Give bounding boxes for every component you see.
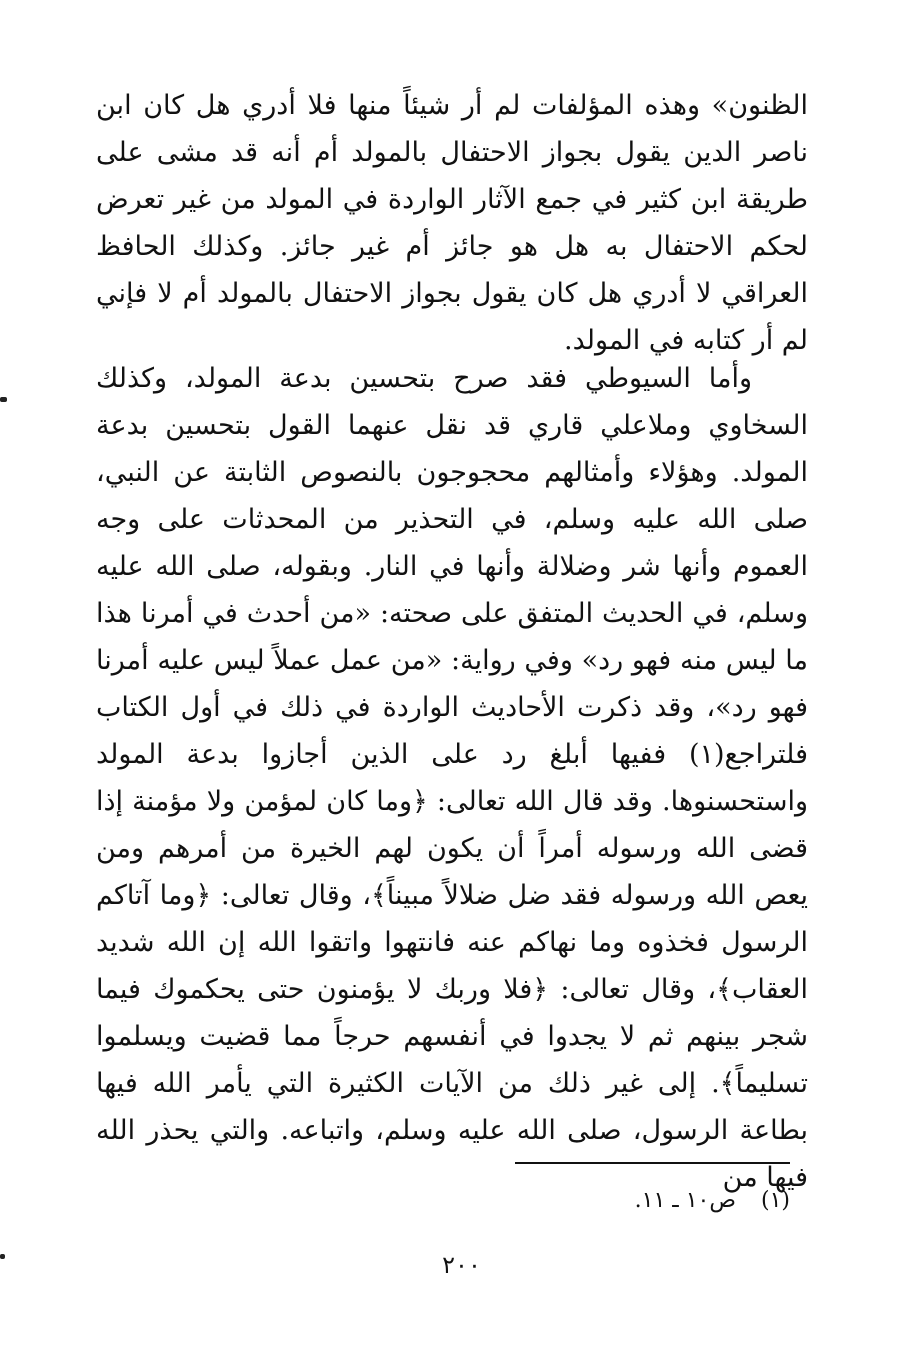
body-paragraph-2: وأما السيوطي فقد صرح بتحسين بدعة المولد، وكذلك السخاوي وملاعلي قاري قد نقل عنهما القول بتحسين بدعة المولد. وهؤلاء وأمثالهم محجوجون بالنصوص الثابتة عن النبي، صلى الله عليه وسلم، في التحذير من المحدثات على وجه العموم وأنها شر وضلالة وأنها في النار. وبقوله، صلى الله عليه وسلم، في الحديث المتفق على صحته: «من أحدث في أمرنا هذا ما ليس منه فهو رد» وفي رواية: «من عمل عملاً ليس عليه أمرنا فهو رد»، وقد ذكرت الأحاديث الواردة في ذلك في أول الكتاب فلتراجع(١) ففيها أبلغ رد على الذين أجازوا بدعة المولد واستحسنوها. وقد قال الله تعالى: ﴿وما كان لمؤمن ولا مؤمنة إذا قضى الله ورسوله أمراً أن يكون لهم الخيرة من أمرهم ومن يعص الله ورسوله فقد ضل ضلالاً مبيناً﴾، وقال تعالى: ﴿وما آتاكم الرسول فخذوه وما نهاكم عنه فانتهوا واتقوا الله إن الله شديد العقاب﴾، وقال تعالى: ﴿فلا وربك لا يؤمنون حتى يحكموك فيما شجر بينهم ثم لا يجدوا في أنفسهم حرجاً مما قضيت ويسلموا تسليماً﴾. إلى غير ذلك من الآيات الكثيرة التي يأمر الله فيها بطاعة الرسول، صلى الله عليه وسلم، واتباعه. والتي يحذر الله فيها من [96,363,808,1193]
scan-mark [0,397,7,402]
footnote-text: ص١٠ ـ ١١. [634,1188,736,1213]
scan-mark [0,1254,5,1259]
footnote-divider [515,1162,790,1164]
page-number: ٢٠٠ [442,1251,481,1279]
footnote-number: (١) [760,1188,790,1213]
footnote [515,1186,790,1216]
body-paragraph-1: الظنون» وهذه المؤلفات لم أر شيئاً منها فلا أدري هل كان ابن ناصر الدين يقول بجواز الاحتفال بالمولد أم أنه قد مشى على طريقة ابن كثير في جمع الآثار الواردة في المولد من غير تعرض لحكم الاحتفال به هل هو جائز أم غير جائز. وكذلك الحافظ العراقي لا أدري هل كان يقول بجواز الاحتفال بالمولد أم لا فإني لم أر كتابه في المولد. [96,90,808,356]
